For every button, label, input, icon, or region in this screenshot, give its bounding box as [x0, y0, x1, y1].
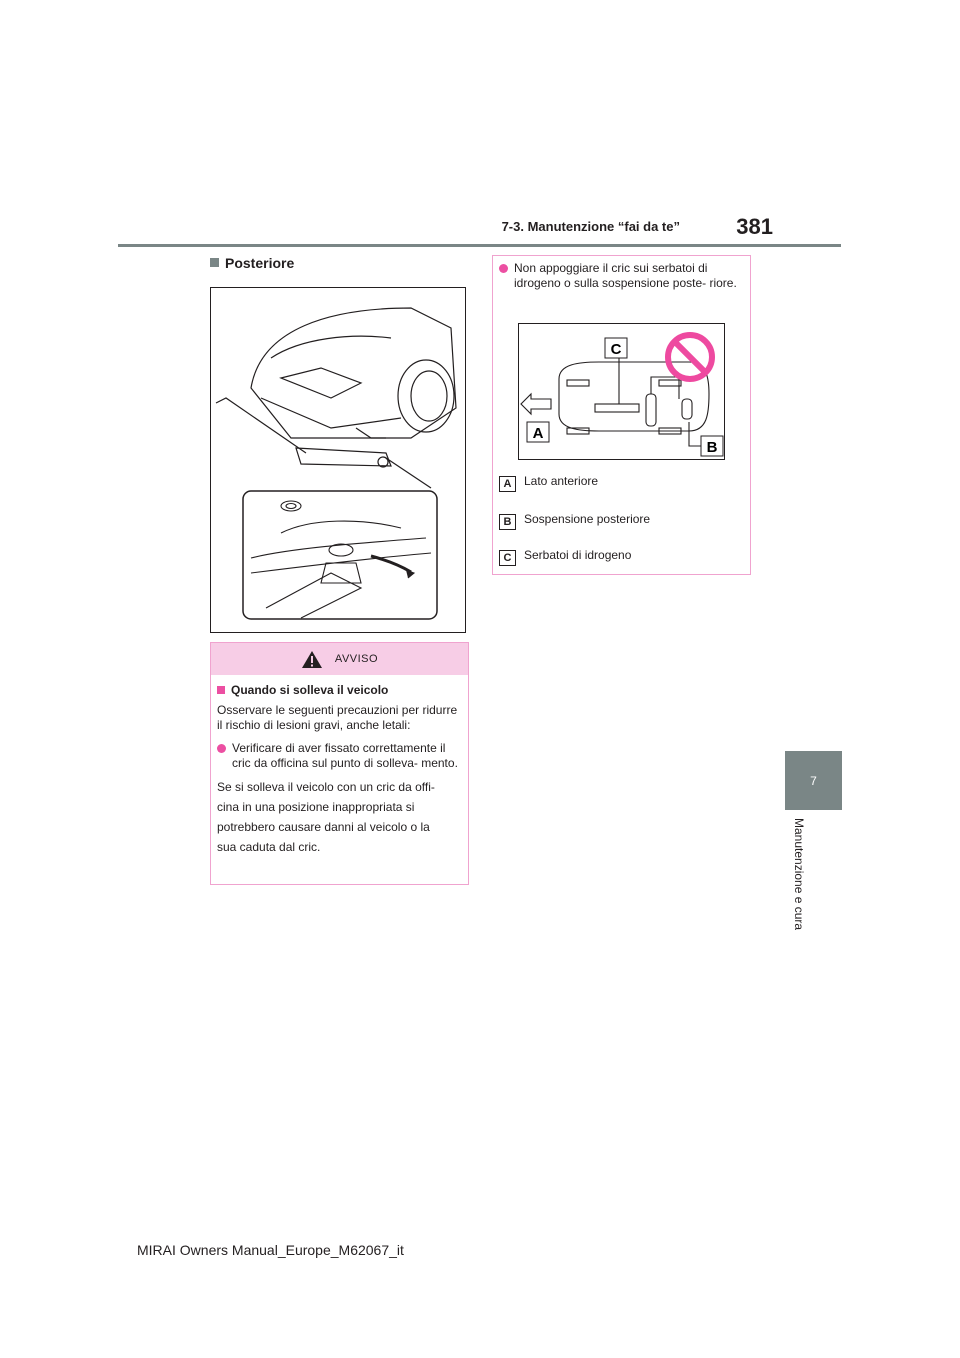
car-topview-drawing [519, 324, 724, 459]
legend-b: B Sospensione posteriore [493, 512, 656, 530]
info-bullet: Non appoggiare il cric sui serbatoi di idrogeno o sulla sospensione poste- riore. [493, 261, 750, 291]
diagram-label-c: C [610, 341, 622, 358]
square-bullet-icon [217, 686, 225, 694]
legend-a: A Lato anteriore [493, 474, 604, 492]
page-number: 381 [736, 214, 773, 239]
square-bullet-icon [210, 258, 219, 267]
warning-text: Se si solleva il veicolo con un cric da offi- cina in una posizione inappropriata si potrebbero causare danni al veicolo o la sua caduta dal cric. [217, 780, 435, 854]
bullet-dot-icon [499, 264, 508, 273]
footer-manual-id: MIRAI Owners Manual_Europe_M62067_it [137, 1242, 404, 1258]
info-box [492, 255, 751, 575]
jack-illustration [210, 287, 466, 633]
chapter-tab: 7 [785, 751, 842, 810]
chapter-title: Manutenzione e cura [792, 818, 806, 931]
warning-intro: Osservare le seguenti precauzioni per ridurre il rischio di lesioni gravi, anche letali: [217, 703, 458, 732]
bullet-dot-icon [217, 744, 226, 753]
prohibition-icon [668, 335, 712, 379]
warning-title: AVVISO [334, 653, 379, 665]
legend-c: C Serbatoi di idrogeno [493, 548, 637, 566]
diagram-label-a: A [532, 425, 544, 442]
rear-jack-drawing [211, 288, 465, 632]
warning-box [210, 642, 469, 885]
diagram-label-b: B [706, 439, 718, 456]
posteriore-heading: Posteriore [210, 255, 294, 271]
tank-diagram [518, 323, 725, 460]
warning-subheading: Quando si solleva il veicolo [211, 683, 468, 698]
warning-header [211, 643, 468, 675]
warning-bullet: Verificare di aver fissato correttamente il cric da officina sul punto di solleva- mento. [211, 741, 468, 771]
header-rule [118, 244, 841, 247]
warning-triangle-icon [301, 650, 323, 669]
